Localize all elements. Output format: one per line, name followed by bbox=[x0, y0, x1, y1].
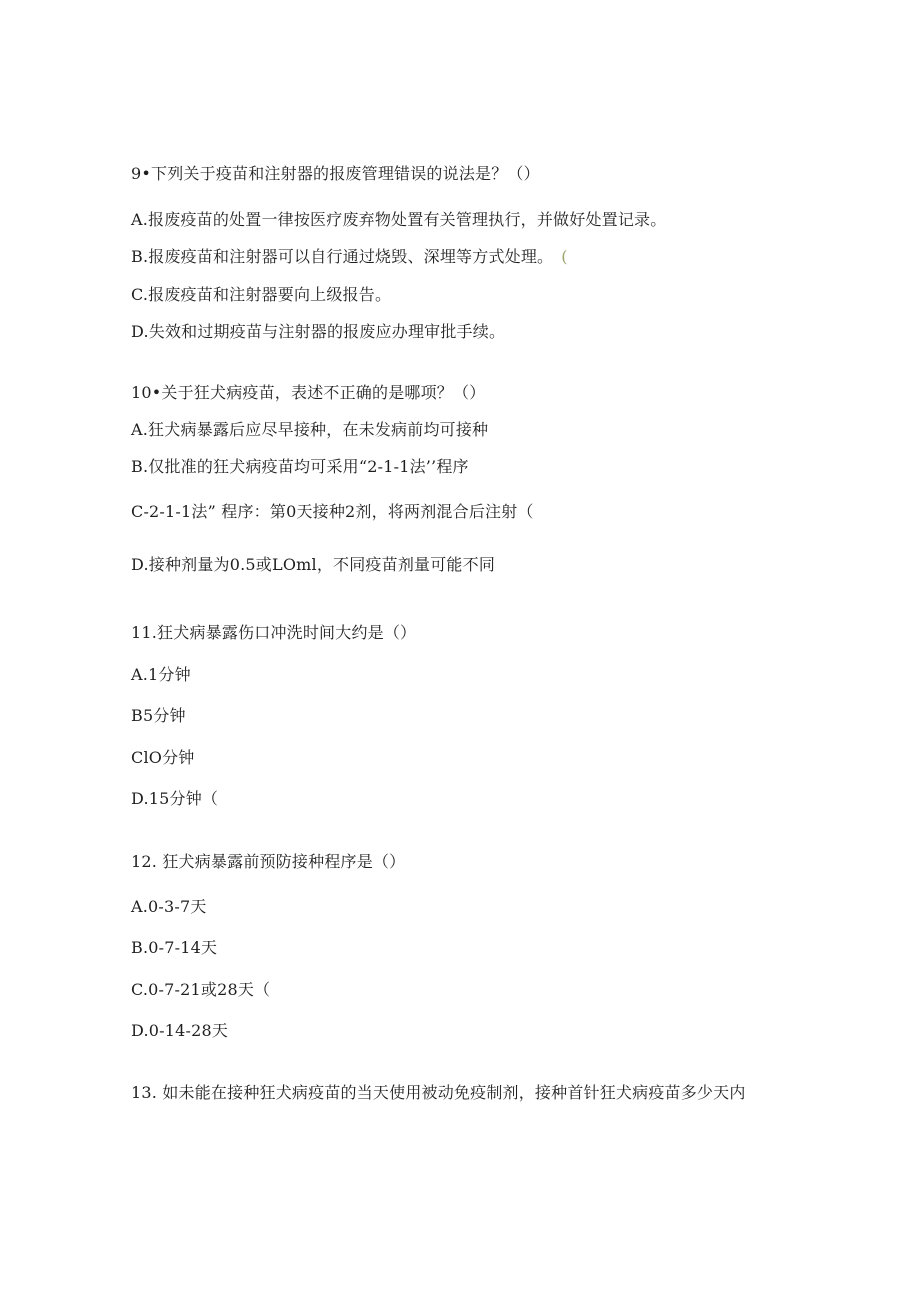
answer-option: D.0-14-28天 bbox=[131, 1021, 229, 1040]
answer-option: C-2-1-1法” 程序：第0天接种2剂，将两剂混合后注射（ bbox=[131, 502, 534, 521]
answer-mark: ( bbox=[561, 247, 568, 266]
answer-option: D.接种剂量为0.5或LOml，不同疫苗剂量可能不同 bbox=[131, 555, 496, 574]
answer-option: D.失效和过期疫苗与注射器的报废应办理审批手续。 bbox=[131, 322, 506, 341]
answer-option: C.报废疫苗和注射器要向上级报告。 bbox=[131, 285, 392, 304]
answer-option: C.0-7-21或28天（ bbox=[131, 980, 271, 999]
answer-option: B5分钟 bbox=[131, 706, 186, 725]
question-stem: 10•关于狂犬病疫苗，表述不正确的是哪项？（） bbox=[131, 383, 486, 402]
answer-option: B.仅批准的狂犬病疫苗均可采用“2-1-1法’’程序 bbox=[131, 457, 469, 476]
question-stem: 9•下列关于疫苗和注射器的报废管理错误的说法是？（） bbox=[131, 164, 540, 183]
answer-option: D.15分钟（ bbox=[131, 789, 219, 808]
question-stem: 12. 狂犬病暴露前预防接种程序是（） bbox=[131, 852, 406, 871]
answer-option bbox=[131, 247, 568, 267]
answer-option: A.狂犬病暴露后应尽早接种，在未发病前均可接种 bbox=[131, 420, 489, 439]
answer-option: B.0-7-14天 bbox=[131, 938, 218, 957]
answer-option: ClO分钟 bbox=[131, 748, 195, 767]
question-stem: 11.狂犬病暴露伤口冲洗时间大约是（） bbox=[131, 623, 417, 642]
question-stem: 13. 如未能在接种狂犬病疫苗的当天使用被动免疫制剂，接种首针狂犬病疫苗多少天内 bbox=[131, 1083, 746, 1102]
answer-option-text: B.报废疫苗和注射器可以自行通过烧毁、深埋等方式处理。 bbox=[131, 247, 554, 266]
answer-option: A.1分钟 bbox=[131, 665, 191, 684]
answer-option: A.报废疫苗的处置一律按医疗废弃物处置有关管理执行，并做好处置记录。 bbox=[131, 210, 667, 229]
answer-option: A.0-3-7天 bbox=[131, 897, 207, 916]
